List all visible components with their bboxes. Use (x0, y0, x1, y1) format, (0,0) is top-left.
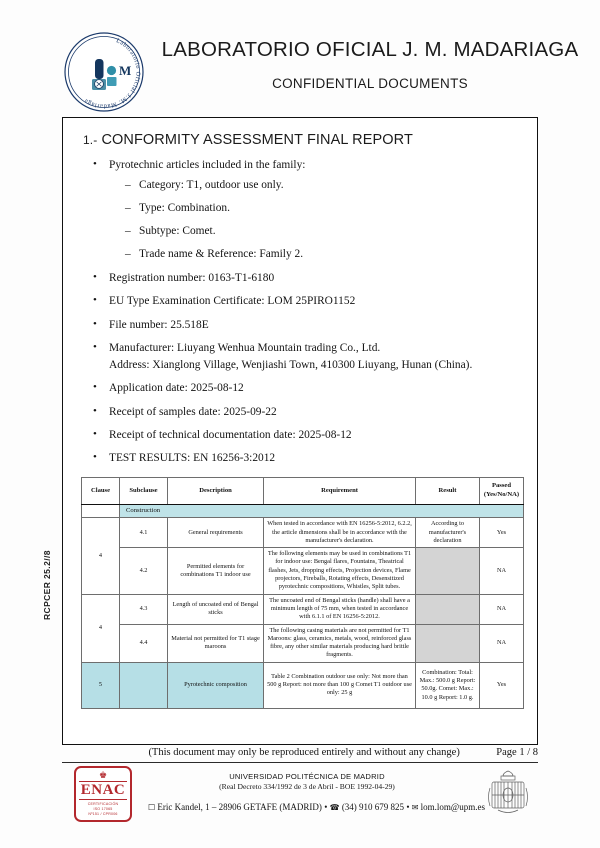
col-header-passed-line2: (Yes/No/NA) (483, 490, 520, 498)
table-row (82, 518, 524, 548)
list-item (109, 223, 525, 240)
enac-cert-line3: Nº151 / CPR006 (88, 811, 118, 816)
crown-icon: ♚ (98, 770, 108, 780)
results-table (81, 477, 524, 709)
email-icon: ✉ (411, 803, 419, 812)
bullet-registration-number: • Registration number: 0163-T1-6180 (79, 270, 525, 287)
section-row-label: Construction (120, 504, 524, 518)
cell-passed: NA (480, 624, 524, 662)
col-header-subclause: Subclause (120, 478, 168, 504)
cell-clause: 5 (82, 662, 120, 708)
family-item-trade-name: Trade name & Reference: Family 2. (139, 248, 304, 261)
cell-description: Permitted elements for combinations T1 indoor use (168, 548, 264, 594)
contact-address: Eric Kandel, 1 – 28906 GETAFE (MADRID) (157, 802, 322, 812)
section-number: 1.- (83, 133, 98, 147)
report-content (79, 128, 525, 709)
manufacturer-address: Address: Xianglong Village, Wenjiashi Town, 410300 Liuyang, Hunan (China). (109, 358, 473, 371)
table-header-row (82, 478, 524, 504)
bullet-samples-date: • Receipt of samples date: 2025-09-22 (79, 404, 525, 421)
confidential-subtitle: CONFIDENTIAL DOCUMENTS (272, 76, 468, 91)
page-title: LABORATORIO OFICIAL J. M. MADARIAGA (161, 38, 579, 61)
cell-subclause: 4.4 (120, 624, 168, 662)
svg-text:Laboratorio Oficial J.M. Madar: Laboratorio Oficial J.M. Madariaga (82, 37, 142, 110)
bullet-test-results: • TEST RESULTS: EN 16256-3:2012 (79, 450, 525, 467)
location-icon: ☐ (148, 803, 156, 812)
cell-result (416, 624, 480, 662)
report-body-frame (62, 117, 538, 745)
list-item (109, 246, 525, 263)
contact-phone: (34) 910 679 825 (341, 802, 405, 812)
cell-passed: NA (480, 548, 524, 594)
family-intro-text: Pyrotechnic articles included in the family: (109, 159, 306, 171)
document-header (0, 22, 600, 112)
col-header-passed-line1: Passed (491, 482, 512, 490)
reproduction-note: (This document may only be reproduced entirely and without any change) (148, 747, 460, 758)
svg-text:M: M (119, 63, 132, 78)
enac-name: ENAC (79, 781, 127, 800)
enac-cert-line1: CERTIFICACIÓN (87, 802, 119, 807)
cell-requirement: The following casing materials are not permitted for T1 Maroons: glass, ceramics, metals, wood, reinforced glass fibre, any other similar materials producing hard brittle fragments. (264, 624, 416, 662)
results-table-wrapper (81, 477, 523, 709)
decree-reference: (Real Decreto 334/1992 de 3 de Abril - BOE 1992-04-29) (219, 782, 395, 791)
cell-passed: Yes (480, 662, 524, 708)
footer-center-block (148, 772, 485, 812)
family-item-type: Type: Combination. (139, 201, 230, 214)
section-row-spacer (82, 504, 120, 518)
bullet-family-intro (79, 157, 525, 263)
list-item (109, 177, 525, 194)
table-row (82, 624, 524, 662)
col-header-passed (480, 478, 524, 504)
spain-coat-of-arms-icon (484, 768, 532, 818)
cell-subclause: 4.1 (120, 518, 168, 548)
footer-divider (62, 762, 538, 763)
table-row (82, 594, 524, 624)
cell-description: Material not permitted for T1 stage maroons (168, 624, 264, 662)
col-header-clause: Clause (82, 478, 120, 504)
cell-clause: 4 (82, 518, 120, 594)
phone-icon: ☎ (329, 803, 340, 812)
family-item-subtype: Subtype: Comet. (139, 225, 216, 238)
cell-result (416, 594, 480, 624)
cell-requirement: The uncoated end of Bengal sticks (handle) shall have a minimum length of 75 mm, when tested in accordance with 6.1.1 of EN 16256-5:2012. (264, 594, 416, 624)
separator-dot-2: • (406, 802, 410, 812)
table-row (82, 548, 524, 594)
col-header-result: Result (416, 478, 480, 504)
cell-result: Combination: Total: Max.: 500.0 g Report: 50.0g. Comet: Max.: 10.0 g Report: 1.0 g. (416, 662, 480, 708)
section-title: CONFORMITY ASSESSMENT FINAL REPORT (101, 132, 413, 148)
bullet-eu-certificate: • EU Type Examination Certificate: LOM 25PIRO1152 (79, 293, 525, 310)
page-number: Page 1 / 8 (496, 747, 538, 758)
cell-description: General requirements (168, 518, 264, 548)
enac-logo (74, 766, 132, 822)
cell-requirement: The following elements may be used in combinations T1 for indoor use: Bengal flares, Fountains, Theatrical flashes, Jets, dropping effects, Projection devices, Flame projectors, Fireballs, Rotating effects, Desensitized pyrotechnic compositions, Whistles, Split tubes. (264, 548, 416, 594)
enac-cert-line2: ISO 17065 (93, 807, 113, 812)
bullet-technical-doc-date: • Receipt of technical documentation date: 2025-08-12 (79, 427, 525, 444)
cell-clause: 4 (82, 594, 120, 662)
bullet-manufacturer (79, 340, 525, 374)
report-bullet-list (79, 157, 525, 467)
cell-result (416, 548, 480, 594)
family-item-category: Category: T1, outdoor use only. (139, 178, 284, 191)
col-header-requirement: Requirement (264, 478, 416, 504)
cell-requirement: Table 2 Combination outdoor use only: Not more than 500 g Report: not more than 100 g Comet T1 outdoor use only: 25 g (264, 662, 416, 708)
table-row (82, 662, 524, 708)
family-sub-list (109, 177, 525, 263)
contact-email: lom.lom@upm.es (420, 802, 485, 812)
manufacturer-name: • Manufacturer: Liuyang Wenhua Mountain trading Co., Ltd. (109, 341, 381, 354)
footer-note-bar (62, 747, 538, 758)
cell-passed: Yes (480, 518, 524, 548)
separator-dot-1: • (324, 802, 328, 812)
table-section-row-construction (82, 504, 524, 518)
laboratory-seal-icon (62, 30, 146, 114)
cell-description: Pyrotechnic composition (168, 662, 264, 708)
university-name: UNIVERSIDAD POLITÉCNICA DE MADRID (229, 772, 385, 781)
col-header-description: Description (168, 478, 264, 504)
cell-subclause: 4.2 (120, 548, 168, 594)
document-footer (62, 766, 538, 828)
cell-requirement: When tested in accordance with EN 16256-5:2012, 6.2.2, the article dimensions shall be in accordance with the manufacturer's declaration. (264, 518, 416, 548)
cell-passed: NA (480, 594, 524, 624)
document-side-code: RCPCER 25.2//8 (42, 550, 52, 620)
cell-result: According to manufacturer's declaration (416, 518, 480, 548)
cell-subclause (120, 662, 168, 708)
list-item (109, 200, 525, 217)
bullet-file-number: • File number: 25.518E (79, 317, 525, 334)
cell-subclause: 4.3 (120, 594, 168, 624)
section-heading (83, 132, 525, 148)
cell-description: Length of uncoated end of Bengal sticks (168, 594, 264, 624)
contact-line (148, 802, 485, 812)
bullet-application-date: • Application date: 2025-08-12 (79, 380, 525, 397)
